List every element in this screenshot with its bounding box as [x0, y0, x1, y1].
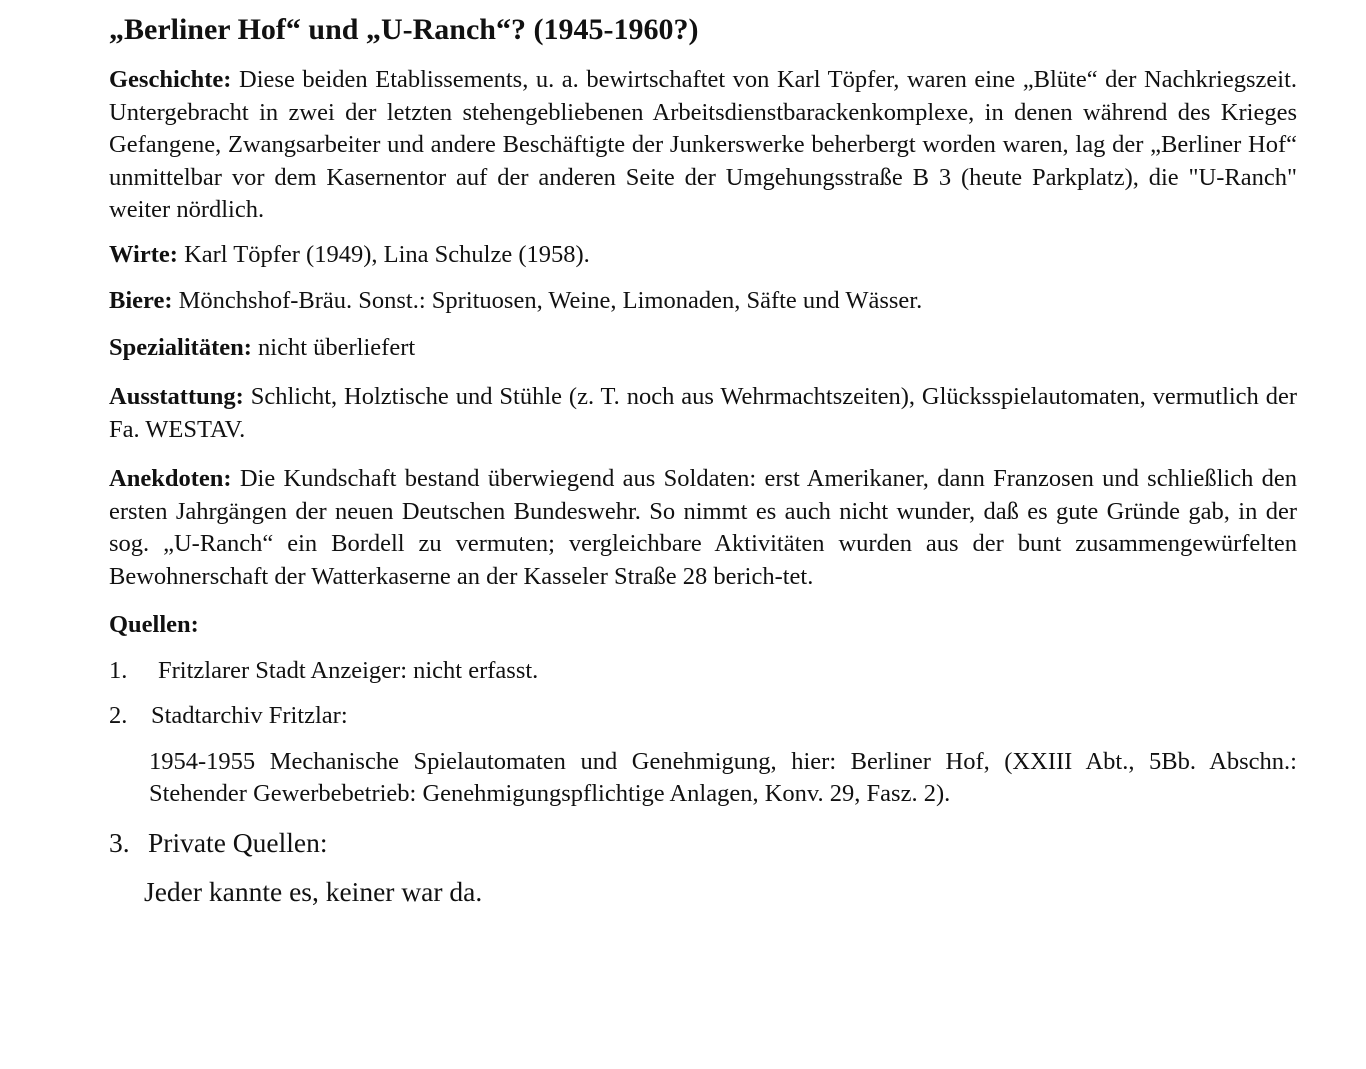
section-geschichte: [109, 64, 1297, 227]
source-detail: Jeder kannte es, keiner war da.: [144, 875, 483, 907]
spezialitaeten-text: nicht überliefert: [258, 333, 416, 361]
wirte-text: Karl Töpfer (1949), Lina Schulze (1958).: [184, 240, 590, 268]
section-biere: [109, 285, 1297, 318]
source-number: 1.: [109, 656, 128, 684]
document-page: [109, 10, 1297, 910]
ausstattung-text: Schlicht, Holztische und Stühle (z. T. noch aus Wehrmachtszeiten), Glücksspielautomaten, vermutlich der Fa. WESTAV.: [109, 383, 1298, 443]
source-item: [109, 700, 1297, 733]
quellen-heading: Quellen:: [109, 611, 199, 638]
section-wirte: [109, 239, 1297, 272]
section-ausstattung: [109, 381, 1297, 446]
source-text: Stadtarchiv Fritzlar:: [151, 702, 348, 729]
page-title: „Berliner Hof“ und „U-Ranch“? (1945-1960?): [109, 13, 699, 46]
wirte-label: Wirte:: [109, 240, 178, 268]
section-spezialitaeten: [109, 332, 1297, 365]
source-detail: 1954-1955 Mechanische Spielautomaten und Genehmigung, hier: Berliner Hof, (XXIII Abt., 5Bb. Abschn.: Stehender Gewerbebetrieb: Genehmigungspflichtige Anlagen, Konv. 29, Fasz. 2).: [149, 747, 1297, 807]
biere-label: Biere:: [109, 287, 173, 314]
source-number: 3.: [109, 826, 130, 858]
anekdoten-label: Anekdoten:: [109, 465, 232, 492]
source-item: [109, 825, 1297, 861]
geschichte-label: Geschichte:: [109, 66, 232, 93]
biere-text: Mönchshof-Bräu. Sonst.: Sprituosen, Weine, Limonaden, Säfte und Wässer.: [178, 287, 923, 314]
ausstattung-label: Ausstattung:: [109, 383, 244, 410]
source-text: Fritzlarer Stadt Anzeiger: nicht erfasst.: [158, 656, 539, 684]
anekdoten-text: Die Kundschaft bestand überwiegend aus Soldaten: erst Amerikaner, dann Franzosen und schließlich den ersten Jahrgängen der neuen Deutschen Bundeswehr. So nimmt es auch nicht wunder, daß es gute Gründe gab, in der sog. „U-Ranch“ ein Bordell zu vermuten; vergleichbare Aktivitäten wurden aus der bunt zusammengewürfelten Bewohnerschaft der Watterkaserne an der Kasseler Straße 28 berich-tet.: [109, 465, 1297, 590]
source-number: 2.: [109, 702, 128, 729]
geschichte-text: Diese beiden Etablissements, u. a. bewirtschaftet von Karl Töpfer, waren eine „Blüte“ der Nachkriegszeit. Untergebracht in zwei der letzten stehengebliebenen Arbeitsdienstbarackenkomplexe, in denen während des Krieges Gefangene, Zwangsarbeiter und andere Beschäftigte der Junkerswerke beherbergt worden waren, lag der „Berliner Hof“ unmittelbar vor dem Kasernentor auf der anderen Seite der Umgehungsstraße B 3 (heute Parkplatz), die "U-Ranch" weiter nördlich.: [109, 66, 1298, 223]
sources-list: [109, 655, 1297, 910]
source-item: [109, 655, 1297, 688]
source-text: Private Quellen:: [148, 826, 328, 858]
spezialitaeten-label: Spezialitäten:: [109, 333, 252, 361]
section-anekdoten: [109, 463, 1297, 593]
